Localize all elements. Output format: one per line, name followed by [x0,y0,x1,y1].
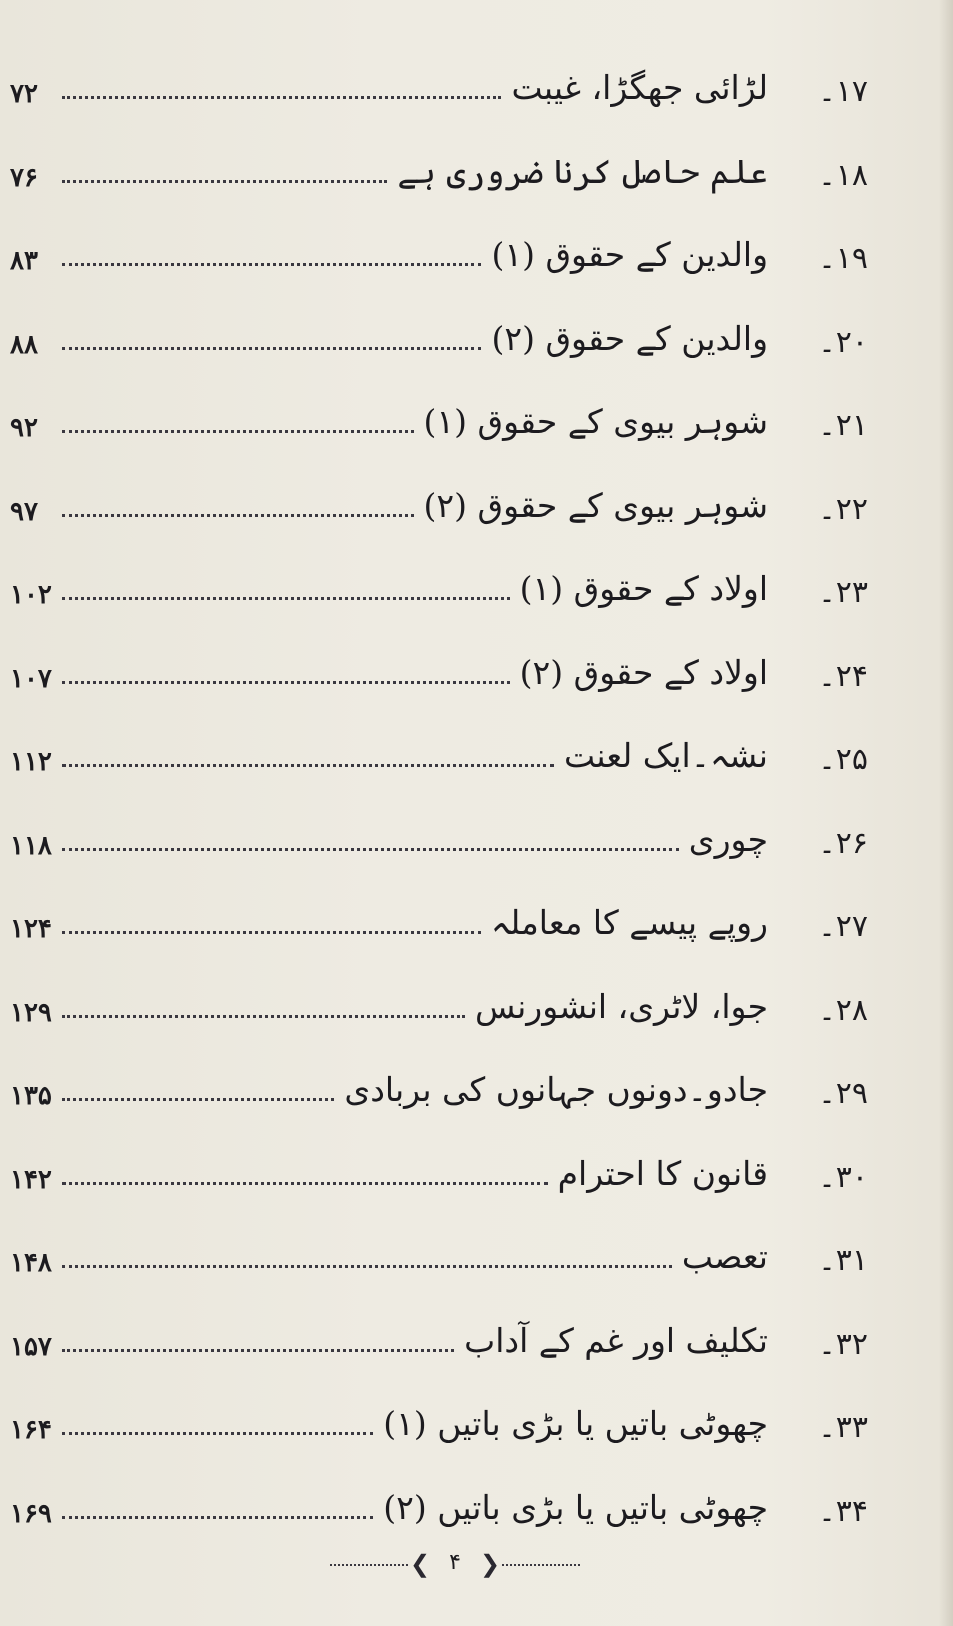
entry-title: روپے پیسے کا معاملہ [490,903,768,942]
entry-page-number: ۸۸ [10,329,38,360]
entry-page-number: ۱۶۴ [10,1415,52,1445]
entry-page-number: ۱۰۲ [10,580,52,610]
entry-page-number: ۱۳۵ [10,1081,52,1111]
page-number: ۴ [449,1550,461,1575]
entry-number: ۲۸۔ [818,992,868,1028]
entry-title: علم حاصل کرنا ضروری ہے [397,151,768,191]
entry-page-number: ۱۰۷ [10,663,52,694]
entry-number: ۲۷۔ [818,909,868,944]
entry-title: تعصب [681,1237,768,1276]
ornament-left-icon: ❮ [410,1550,431,1578]
dot-leader [62,263,481,266]
footer-dots-right [502,1564,580,1566]
entry-number: ۳۳۔ [818,1410,868,1445]
entry-page-number: ۱۵۷ [10,1331,52,1362]
entry-page-number: ۷۶ [10,162,38,193]
toc-entry-26 [0,810,953,894]
ornament-right-icon: ❯ [480,1550,501,1578]
entry-page-number: ۱۱۸ [10,830,52,861]
toc-entry-21 [0,392,953,476]
entry-number: ۳۱۔ [818,1243,868,1278]
toc-entry-22 [0,476,953,560]
entry-number: ۲۹۔ [818,1076,868,1111]
page-footer [330,1545,580,1585]
dot-leader [62,597,510,600]
entry-number: ۱۹۔ [818,241,868,276]
entry-title: اولاد کے حقوق (۲) [519,652,768,692]
dot-leader [62,931,481,934]
toc-entry-23 [0,559,953,643]
dot-leader [62,1516,373,1519]
entry-page-number: ۱۴۲ [10,1164,52,1195]
entry-page-number: ۱۲۴ [10,914,52,944]
table-of-contents [0,58,953,1561]
toc-entry-27 [0,893,953,977]
entry-title: نشہ۔ایک لعنت [563,736,768,775]
dot-leader [62,96,501,99]
toc-entry-17 [0,58,953,142]
dot-leader [62,1098,334,1101]
entry-number: ۳۴۔ [818,1493,868,1529]
dot-leader [62,1349,454,1352]
toc-entry-32 [0,1311,953,1395]
entry-page-number: ۱۶۹ [10,1498,52,1529]
entry-page-number: ۱۱۲ [10,747,52,777]
entry-number: ۲۰۔ [818,324,868,360]
entry-title: والدین کے حقوق (۱) [491,235,768,274]
toc-entry-18 [0,142,953,226]
entry-number: ۱۸۔ [818,157,868,193]
toc-entry-19 [0,225,953,309]
entry-title: والدین کے حقوق (۲) [491,318,768,358]
entry-title: جوا، لاٹری، انشورنس [475,986,768,1026]
entry-page-number: ۷۲ [10,79,38,109]
entry-number: ۲۶۔ [818,825,868,861]
dot-leader [62,1182,548,1185]
entry-number: ۲۱۔ [818,408,868,443]
entry-title: شوہر بیوی کے حقوق (۱) [423,402,768,441]
entry-title: جادو۔دونوں جہانوں کی بربادی [344,1070,768,1109]
entry-title: چھوٹی باتیں یا بڑی باتیں (۱) [383,1404,768,1443]
entry-title: لڑائی جھگڑا، غیبت [511,68,768,107]
entry-title: تکلیف اور غم کے آداب [464,1320,768,1360]
entry-number: ۳۲۔ [818,1326,868,1362]
entry-number: ۳۰۔ [818,1159,868,1195]
entry-number: ۱۷۔ [818,74,868,109]
dot-leader [62,681,510,684]
entry-number: ۲۴۔ [818,658,868,694]
dot-leader [62,1432,373,1435]
entry-page-number: ۹۷ [10,496,38,527]
entry-title: چوری [688,819,768,859]
entry-title: شوہر بیوی کے حقوق (۲) [423,485,768,525]
dot-leader [62,514,414,517]
toc-entry-24 [0,643,953,727]
toc-entry-29 [0,1060,953,1144]
entry-title: اولاد کے حقوق (۱) [519,569,768,608]
entry-number: ۲۳۔ [818,575,868,610]
dot-leader [62,180,387,183]
entry-title: قانون کا احترام [557,1153,768,1193]
toc-entry-30 [0,1144,953,1228]
entry-page-number: ۱۴۸ [10,1248,52,1278]
toc-entry-31 [0,1227,953,1311]
dot-leader [62,347,481,350]
dot-leader [62,764,554,767]
entry-page-number: ۹۲ [10,413,38,443]
toc-entry-20 [0,309,953,393]
entry-page-number: ۱۲۹ [10,997,52,1028]
footer-dots-left [330,1564,408,1566]
dot-leader [62,430,414,433]
entry-number: ۲۵۔ [818,742,868,777]
entry-page-number: ۸۳ [10,246,38,276]
toc-entry-33 [0,1394,953,1478]
entry-title: چھوٹی باتیں یا بڑی باتیں (۲) [383,1487,768,1527]
dot-leader [62,1015,465,1018]
dot-leader [62,848,679,851]
dot-leader [62,1265,672,1268]
toc-entry-25 [0,726,953,810]
entry-number: ۲۲۔ [818,491,868,527]
toc-entry-28 [0,977,953,1061]
